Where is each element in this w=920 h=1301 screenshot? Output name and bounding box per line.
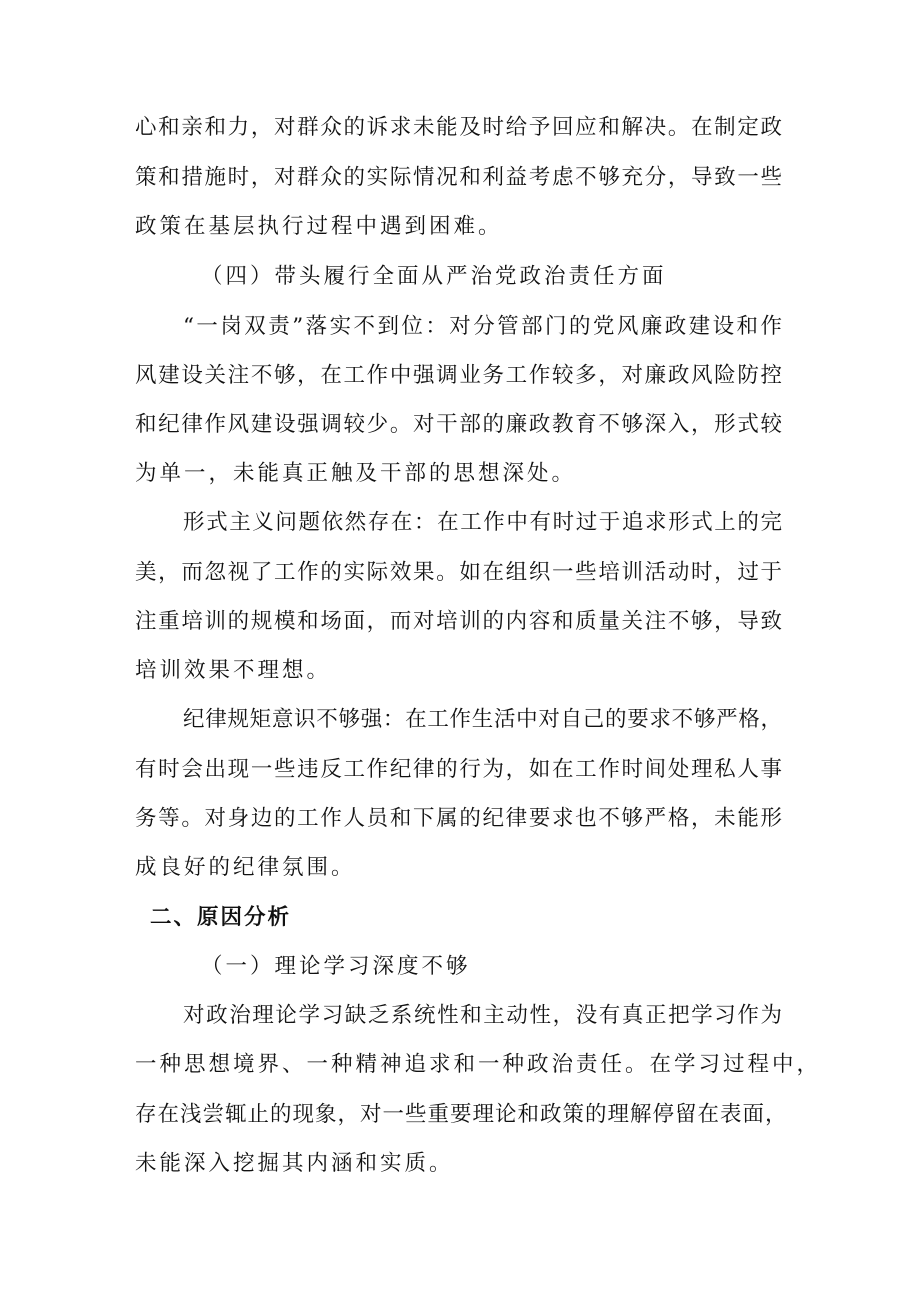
text-line: 风建设关注不够，在工作中强调业务工作较多，对廉政风险防控 xyxy=(135,363,782,388)
text-line: 形式主义问题依然存在：在工作中有时过于追求形式上的完 xyxy=(183,510,782,535)
text-line: 策和措施时，对群众的实际情况和利益考虑不够充分，导致一些 xyxy=(135,165,782,190)
text-line: 纪律规矩意识不够强：在工作生活中对自己的要求不够严格， xyxy=(183,707,782,732)
section-heading: （一）理论学习深度不够 xyxy=(201,954,471,979)
text-line: 政策在基层执行过程中遇到困难。 xyxy=(135,214,503,239)
text-line: “一岗双责”落实不到位：对分管部门的党风廉政建设和作 xyxy=(183,314,782,339)
text-line: 心和亲和力，对群众的诉求未能及时给予回应和解决。在制定政 xyxy=(135,115,782,140)
text-line: 存在浅尝辄止的现象，对一些重要理论和政策的理解停留在表面， xyxy=(135,1102,788,1127)
chapter-heading: 二、原因分析 xyxy=(150,905,292,930)
text-line: 务等。对身边的工作人员和下属的纪律要求也不够严格，未能形 xyxy=(135,806,782,831)
section-heading: （四）带头履行全面从严治党政治责任方面 xyxy=(201,264,667,289)
text-line: 未能深入挖掘其内涵和实质。 xyxy=(135,1151,454,1176)
text-line: 和纪律作风建设强调较少。对干部的廉政教育不够深入，形式较 xyxy=(135,412,782,437)
text-line: 培训效果不理想。 xyxy=(135,658,332,683)
text-line: 美，而忽视了工作的实际效果。如在组织一些培训活动时，过于 xyxy=(135,560,782,585)
text-line: 成良好的纪律氛围。 xyxy=(135,855,356,880)
text-line: 对政治理论学习缺乏系统性和主动性，没有真正把学习作为 xyxy=(183,1003,782,1028)
text-line: 有时会出现一些违反工作纪律的行为，如在工作时间处理私人事 xyxy=(135,757,782,782)
text-line: 为单一，未能真正触及干部的思想深处。 xyxy=(135,461,577,486)
text-line: 一种思想境界、一种精神追求和一种政治责任。在学习过程中， xyxy=(135,1052,822,1077)
text-line: 注重培训的规模和场面，而对培训的内容和质量关注不够，导致 xyxy=(135,609,782,634)
